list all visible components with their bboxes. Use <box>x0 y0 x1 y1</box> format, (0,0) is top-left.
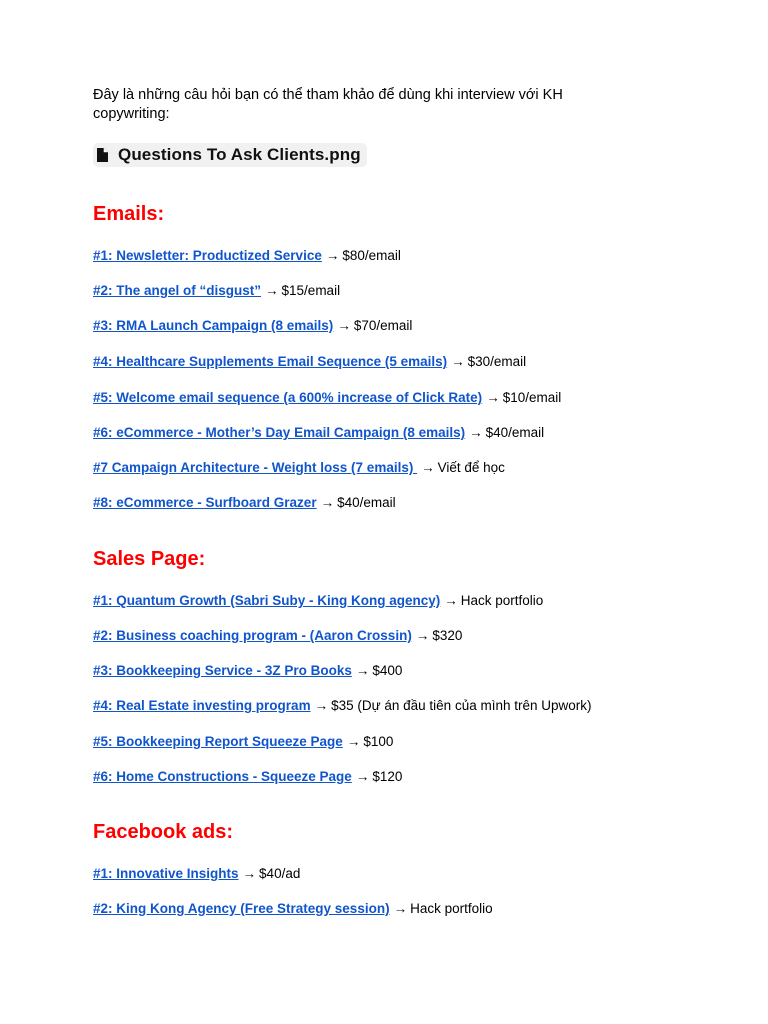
facebook-item-2 <box>93 900 493 917</box>
sales-link-1[interactable]: #1: Quantum Growth (Sabri Suby - King Kong agency) <box>93 593 441 608</box>
sales-note-5: $100 <box>363 734 394 749</box>
section-heading-sales-page: Sales Page: <box>93 548 206 570</box>
email-item-1 <box>93 247 401 264</box>
section-heading-facebook-ads: Facebook ads: <box>93 821 234 843</box>
arrow: → <box>346 734 361 749</box>
arrow: → <box>355 769 370 784</box>
email-item-3 <box>93 317 412 334</box>
arrow: → <box>355 663 370 678</box>
email-item-4 <box>93 353 526 370</box>
email-link-7[interactable]: #7 Campaign Architecture - Weight loss (7 emails) <box>93 460 418 475</box>
email-item-6 <box>93 424 544 441</box>
sales-link-4[interactable]: #4: Real Estate investing program <box>93 698 311 713</box>
sales-note-6: $120 <box>372 769 403 784</box>
facebook-note-1: $40/ad <box>259 866 301 881</box>
email-link-3[interactable]: #3: RMA Launch Campaign (8 emails) <box>93 318 334 333</box>
sales-item-2 <box>93 627 462 644</box>
email-link-8[interactable]: #8: eCommerce - Surfboard Grazer <box>93 495 317 510</box>
email-note-3: $70/email <box>353 318 413 333</box>
sales-item-5 <box>93 733 393 750</box>
email-link-6[interactable]: #6: eCommerce - Mother’s Day Email Campaign (8 emails) <box>93 425 466 440</box>
email-note-2: $15/email <box>281 283 341 298</box>
arrow: → <box>415 628 430 643</box>
facebook-note-2: Hack portfolio <box>410 901 493 916</box>
email-link-1[interactable]: #1: Newsletter: Productized Service <box>93 248 322 263</box>
email-note-8: $40/email <box>337 495 396 510</box>
email-item-5 <box>93 389 561 406</box>
sales-note-1: Hack portfolio <box>460 593 544 608</box>
facebook-item-1 <box>93 865 300 882</box>
email-link-4[interactable]: #4: Healthcare Supplements Email Sequence (5 emails) <box>93 354 448 369</box>
facebook-link-2[interactable]: #2: King Kong Agency (Free Strategy session) <box>93 901 390 916</box>
email-note-4: $30/email <box>467 354 527 369</box>
sales-item-1 <box>93 592 543 609</box>
arrow: → <box>469 425 483 440</box>
arrow: → <box>242 866 257 881</box>
sales-note-2: $320 <box>432 628 463 643</box>
arrow: → <box>314 698 329 713</box>
arrow: → <box>265 283 279 298</box>
sales-link-3[interactable]: #3: Bookkeeping Service - 3Z Pro Books <box>93 663 352 678</box>
sales-note-4: $35 (Dự án đầu tiên của mình trên Upwork) <box>331 698 592 713</box>
email-item-7 <box>93 459 505 476</box>
email-item-2 <box>93 282 340 299</box>
arrow: → <box>325 248 340 263</box>
arrow: → <box>451 354 465 369</box>
attachment-chip[interactable] <box>93 143 367 167</box>
sales-link-5[interactable]: #5: Bookkeeping Report Squeeze Page <box>93 734 343 749</box>
email-item-8 <box>93 494 396 511</box>
facebook-link-1[interactable]: #1: Innovative Insights <box>93 866 239 881</box>
arrow: → <box>393 901 408 916</box>
sales-item-3 <box>93 662 402 679</box>
sales-item-6 <box>93 768 402 785</box>
arrow: → <box>421 460 435 475</box>
sales-link-2[interactable]: #2: Business coaching program - (Aaron Crossin) <box>93 628 412 643</box>
arrow: → <box>337 318 351 333</box>
email-note-6: $40/email <box>485 425 545 440</box>
sales-link-6[interactable]: #6: Home Constructions - Squeeze Page <box>93 769 352 784</box>
email-note-5: $10/email <box>502 390 562 405</box>
attachment-filename[interactable]: Questions To Ask Clients.png <box>118 145 361 164</box>
email-link-5[interactable]: #5: Welcome email sequence (a 600% increase of Click Rate) <box>93 390 483 405</box>
intro-paragraph: Đây là những câu hỏi bạn có thể tham khảo để dùng khi interview với KH copywriting: <box>93 87 563 122</box>
email-note-1: $80/email <box>342 248 401 263</box>
section-heading-emails: Emails: <box>93 203 165 225</box>
file-icon <box>97 148 108 162</box>
arrow: → <box>444 593 458 608</box>
arrow: → <box>320 495 335 510</box>
arrow: → <box>486 390 500 405</box>
sales-item-4 <box>93 697 592 714</box>
sales-note-3: $400 <box>372 663 403 678</box>
email-note-7: Viết để học <box>437 460 505 475</box>
email-link-2[interactable]: #2: The angel of “disgust” <box>93 283 262 298</box>
